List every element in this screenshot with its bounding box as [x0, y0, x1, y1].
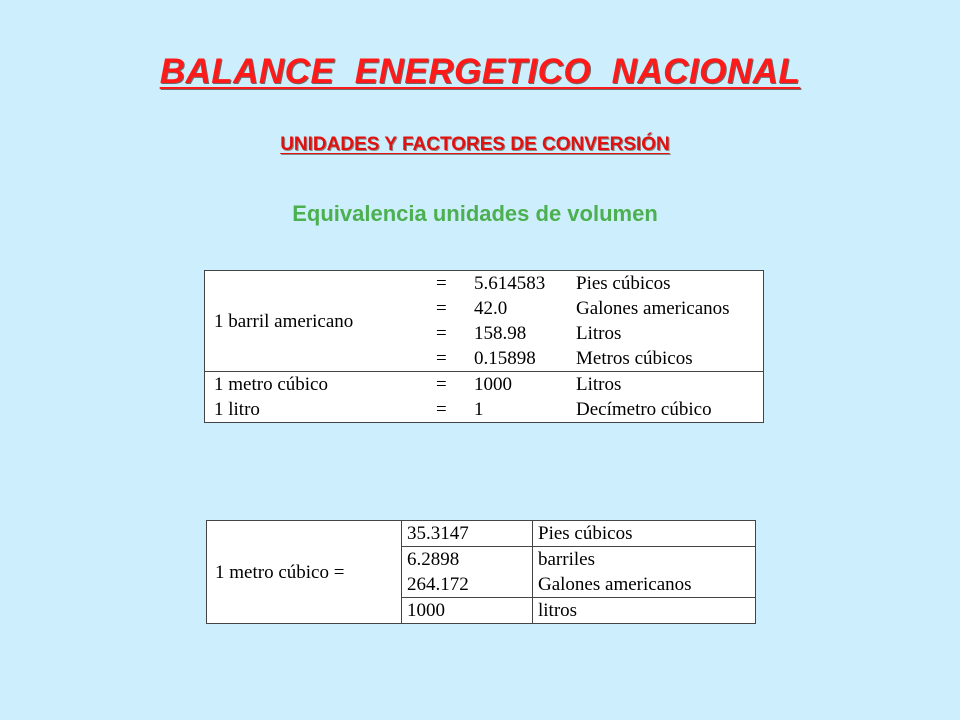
conversion-unit: Pies cúbicos	[533, 521, 756, 547]
conversion-unit: litros	[533, 598, 756, 624]
page-title: BALANCE ENERGETICO NACIONAL	[159, 52, 801, 91]
conversion-value: 0.15898	[474, 348, 536, 369]
row-label: 1 litro	[214, 399, 260, 420]
conversion-unit: Decímetro cúbico	[576, 399, 712, 420]
conversion-value: 264.172	[402, 572, 533, 598]
conversion-value: 6.2898	[402, 547, 533, 573]
equals-sign: =	[436, 298, 447, 319]
conversion-value: 42.0	[474, 298, 508, 319]
equals-sign: =	[436, 348, 447, 369]
table-row	[207, 521, 756, 547]
cubic-meter-label: 1 metro cúbico =	[207, 521, 402, 624]
equals-sign: =	[436, 372, 474, 398]
conversion-unit: barriles	[533, 547, 756, 573]
equals-sign: =	[436, 273, 447, 294]
conversion-unit: Galones americanos	[533, 572, 756, 598]
conversion-value: 1	[474, 399, 484, 420]
conversion-unit: Pies cúbicos	[576, 273, 671, 294]
table-row	[205, 397, 764, 423]
barrel-conversion-table	[204, 270, 764, 423]
conversion-value: 35.3147	[402, 521, 533, 547]
table-row	[205, 372, 764, 398]
conversion-unit: Litros	[576, 372, 764, 398]
barrel-label: 1 barril americano	[214, 310, 354, 332]
page-subtitle: UNIDADES Y FACTORES DE CONVERSIÓN	[280, 134, 670, 155]
equals-sign: =	[436, 399, 447, 420]
conversion-value: 158.98	[474, 323, 527, 344]
row-label: 1 metro cúbico	[205, 372, 437, 398]
conversion-value: 1000	[474, 372, 576, 398]
cubic-meter-conversion-table	[206, 520, 756, 624]
conversion-unit: Galones americanos	[576, 298, 730, 319]
table-row	[205, 271, 764, 297]
equals-sign: =	[436, 323, 447, 344]
conversion-unit: Litros	[576, 323, 622, 344]
conversion-value: 1000	[402, 598, 533, 624]
conversion-unit: Metros cúbicos	[576, 348, 693, 369]
conversion-value: 5.614583	[474, 273, 546, 294]
section-heading: Equivalencia unidades de volumen	[292, 201, 658, 226]
